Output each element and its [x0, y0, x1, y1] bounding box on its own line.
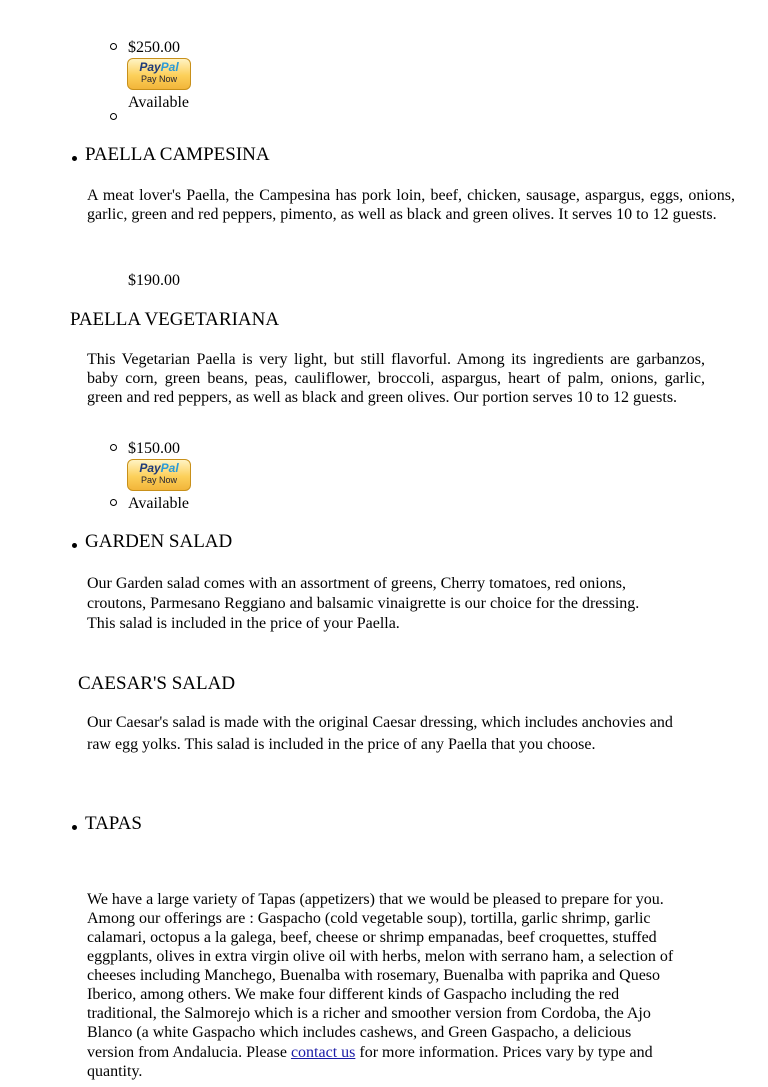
- tapas-line: Blanco (a white Gaspacho which includes cashews, and Green Gaspacho, a delicious: [87, 1024, 632, 1041]
- caesar-salad-title: CAESAR'S SALAD: [78, 673, 236, 694]
- tapas-line: cheeses including Manchego, Buenalba with rosemary, Buenalba with paprika and Queso: [87, 967, 661, 984]
- paella-campesina-title: PAELLA CAMPESINA: [85, 144, 270, 165]
- paypal-pay-now-label: Pay Now: [140, 475, 177, 485]
- availability-status: Available: [128, 495, 190, 512]
- paella-campesina-description: A meat lover's Paella, the Campesina has pork loin, beef, chicken, sausage, aspargus, eggs, onions, garlic, green and red peppers, pimento, as well as black and green olives. It serves 10 to 12 guests.: [87, 187, 735, 224]
- tapas-line: calamari, octopus a la galega, beef, cheese or shrimp empanadas, beef croquettes, stuffed: [87, 929, 657, 946]
- paella-vegetariana-price: $150.00: [128, 440, 180, 457]
- caesar-salad-line: raw egg yolks. This salad is included in the price of any Paella that you choose.: [87, 736, 596, 753]
- paypal-logo: PayPal: [139, 461, 179, 475]
- list-bullet: [72, 543, 77, 548]
- tapas-line: Iberico, among others. We make four different kinds of Gaspacho including the red: [87, 986, 620, 1003]
- garden-salad-line: croutons, Parmesano Reggiano and balsamic vinaigrette is our choice for the dressing.: [87, 595, 640, 612]
- garden-salad-line: Our Garden salad comes with an assortment of greens, Cherry tomatoes, red onions,: [87, 575, 626, 592]
- list-bullet: [110, 499, 117, 506]
- garden-salad-title: GARDEN SALAD: [85, 531, 233, 552]
- paella-campesina-price: $190.00: [128, 272, 180, 289]
- paypal-pay-now-button[interactable]: [127, 459, 191, 491]
- garden-salad-line: This salad is included in the price of your Paella.: [87, 615, 400, 632]
- tapas-line: traditional, the Salmorejo which is a richer and smoother version from Cordoba, the Ajo: [87, 1005, 651, 1022]
- tapas-line: quantity.: [87, 1063, 143, 1080]
- tapas-line: eggplants, olives in extra virgin olive oil with herbs, melon with serrano ham, a selection of: [87, 948, 674, 965]
- contact-us-link[interactable]: contact us: [290, 1044, 356, 1061]
- tapas-line-text: for more information. Prices vary by type and: [355, 1044, 653, 1061]
- price-250: $250.00: [128, 39, 180, 56]
- caesar-salad-line: Our Caesar's salad is made with the original Caesar dressing, which includes anchovies and: [87, 714, 673, 731]
- paypal-logo: PayPal: [139, 60, 179, 74]
- paella-vegetariana-description: This Vegetarian Paella is very light, but still flavorful. Among its ingredients are garbanzos, baby corn, green beans, peas, cauliflower, broccoli, aspargus, heart of palm, onions, garlic, green and red peppers, as well as black and green olives. Our portion serves 10 to 12 guests.: [87, 351, 705, 407]
- tapas-line-text: version from Andalucia. Please: [87, 1044, 291, 1061]
- list-bullet: [72, 825, 77, 830]
- tapas-line: Among our offerings are : Gaspacho (cold vegetable soup), tortilla, garlic shrimp, garlic: [87, 910, 651, 927]
- availability-status: Available: [128, 94, 190, 111]
- tapas-title: TAPAS: [85, 813, 142, 834]
- tapas-line: We have a large variety of Tapas (appetizers) that we would be pleased to prepare for you.: [87, 891, 664, 908]
- paypal-pay-now-label: Pay Now: [140, 74, 177, 84]
- tapas-line-with-link: [87, 1043, 653, 1062]
- paypal-pay-now-button[interactable]: [127, 58, 191, 90]
- list-bullet: [110, 444, 117, 451]
- list-bullet: [72, 156, 77, 161]
- paella-vegetariana-title: PAELLA VEGETARIANA: [70, 309, 280, 330]
- list-bullet: [110, 43, 117, 50]
- list-bullet: [110, 113, 117, 120]
